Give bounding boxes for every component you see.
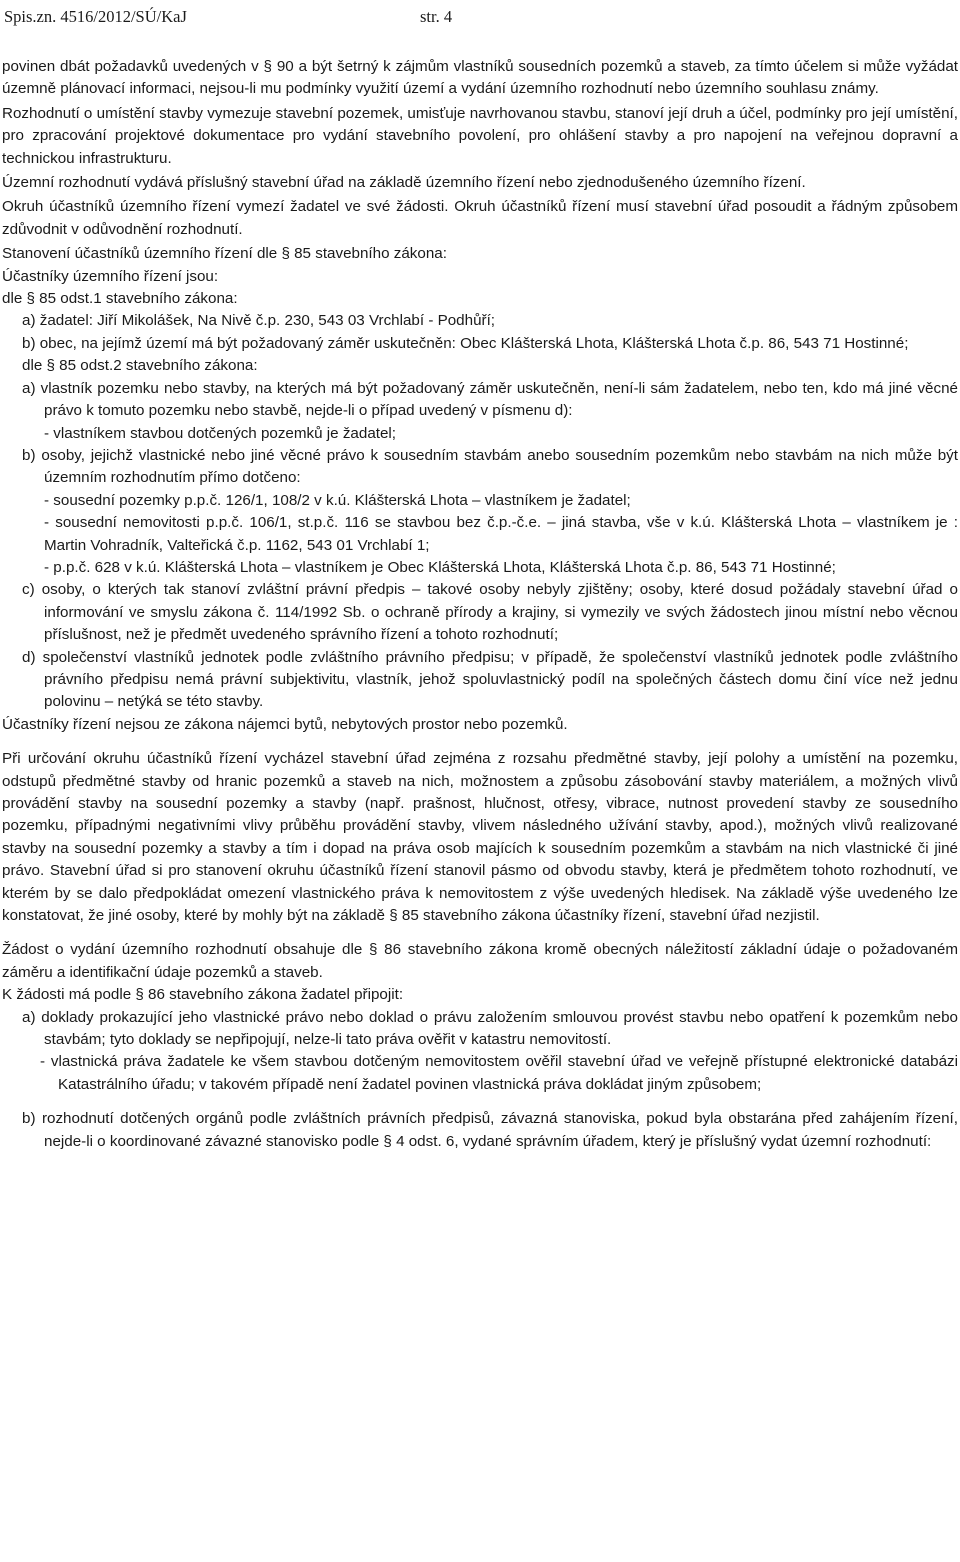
list-subitem: - sousední pozemky p.p.č. 126/1, 108/2 v k.ú. Klášterská Lhota – vlastníkem je žadatel; bbox=[44, 491, 631, 509]
file-reference: Spis.zn. 4516/2012/SÚ/KaJ bbox=[4, 7, 187, 26]
list-subitem: - p.p.č. 628 v k.ú. Klášterská Lhota – vlastníkem je Obec Klášterská Lhota, Klášterská Lhota č.p. 86, 543 71 Hostinné; bbox=[44, 558, 836, 576]
list-subitem: - vlastníkem stavbou dotčených pozemků je žadatel; bbox=[44, 424, 397, 442]
paragraph: Okruh účastníků územního řízení vymezí žadatel ve své žádosti. Okruh účastníků řízení musí stavební úřad posoudit a řádným způsobem zdůvodnit v odůvodnění rozhodnutí. bbox=[2, 198, 958, 238]
list-subitem: - vlastnická práva žadatele ke všem stavbou dotčeným nemovitostem ověřil stavební úřad ve veřejně přístupné elektronické databázi Katastrálního úřadu; v takovém případě není žadatel povinen vlastnická práva dokládat jiným způsobem; bbox=[40, 1053, 958, 1093]
list-item: a) žadatel: Jiří Mikolášek, Na Nivě č.p. 230, 543 03 Vrchlabí - Podhůří; bbox=[22, 312, 496, 330]
list-item: b) osoby, jejichž vlastnické nebo jiné věcné právo k sousedním stavbám anebo sousedním pozemkům nebo stavbám na nich může být územním rozhodnutím přímo dotčeno: bbox=[22, 446, 958, 487]
paragraph: dle § 85 odst.2 stavebního zákona: bbox=[22, 357, 258, 375]
paragraph: Územní rozhodnutí vydává příslušný stavební úřad na základě územního řízení nebo zjednodušeného územního řízení. bbox=[2, 174, 806, 192]
paragraph: K žádosti má podle § 86 stavebního zákona žadatel připojit: bbox=[2, 986, 404, 1004]
paragraph: dle § 85 odst.1 stavebního zákona: bbox=[2, 290, 238, 308]
list-item: b) rozhodnutí dotčených orgánů podle zvláštních právních předpisů, závazná stanoviska, pokud byla obstarána před zahájením řízení, nejde-li o koordinované závazné stanovisko podle § 4 odst. 6, vydané správním úřadem, který je příslušný vydat územní rozhodnutí: bbox=[22, 1110, 958, 1150]
paragraph: Účastníky územního řízení jsou: bbox=[2, 267, 219, 285]
list-item: b) obec, na jejímž území má být požadovaný záměr uskutečněn: Obec Klášterská Lhota, Klášterská Lhota č.p. 86, 543 71 Hostinné; bbox=[22, 334, 909, 352]
list-subitem: - sousední nemovitosti p.p.č. 106/1, st.p.č. 116 se stavbou bez č.p.-č.e. – jiná stavba, vše v k.ú. Klášterská Lhota – vlastníkem je : Martin Vohradník, Valteřická č.p. 1162, 543 01 Vrchlabí 1; bbox=[44, 514, 958, 554]
page-header bbox=[2, 2, 942, 28]
list-item: d) společenství vlastníků jednotek podle zvláštního právního předpisu; v případě, že společenství vlastníků jednotek podle zvláštního právního předpisu nemá právní subjektivitu, vlastník, jehož spoluvlastnický podíl na společných částech domu činí více než jednu polovinu – netýká se této stavby. bbox=[22, 648, 958, 711]
section-heading: Stanovení účastníků územního řízení dle § 85 stavebního zákona: bbox=[2, 245, 447, 263]
list-item: c) osoby, o kterých tak stanoví zvláštní právní předpis – takové osoby nebyly zjištěny; osoby, které dosud požádaly stavební úřad o informování ve smyslu zákona č. 114/1992 Sb. o ochraně přírody a krajiny, si vymezily ve svých žádostech jinou místní nebo věcnou příslušnost, než je předmět uvedeného správního řízení a tohoto rozhodnutí; bbox=[22, 581, 958, 644]
paragraph: Při určování okruhu účastníků řízení vycházel stavební úřad zejména z rozsahu předmětné stavby, její polohy a umístění na pozemku, odstupů předmětné stavby od hranic pozemků a staveb na nich, možnostem a způsobu zásobování stavby materiálem, a možných vlivů provádění stavby na sousední pozemky a stavby (např. prašnost, hlučnost, otřesy, vibrace, nutnost provedení stavby ze sousedního pozemku, případnými negativními vlivy průběhu provádění stavby, vlivem následného užívání stavby, apod.), možných vlivů realizované stavby na sousední pozemky a stavby a tím i dopad na práva osob majících k sousedním pozemkům a stavbám na nich vlastnické či jiné právo. Stavební úřad si pro stanovení okruhu účastníků řízení stanovil pásmo od obvodu stavby, která je předmětem tohoto rozhodnutí, ve kterém by se dalo předpokládat omezení vlastnického práva k nemovitostem z výše uvedených hledisek. Na základě výše uvedeného lze konstatovat, že jiné osoby, které by mohly být na základě § 85 stavebního zákona účastníky řízení, stavební úřad nezjistil. bbox=[2, 750, 958, 925]
document-body bbox=[2, 56, 958, 1153]
list-item: a) vlastník pozemku nebo stavby, na kterých má být požadovaný záměr uskutečněn, není-li sám žadatelem, nebo ten, kdo má jiné věcné právo k tomuto pozemku nebo stavbě, nejde-li o případ uvedený v písmenu d): bbox=[22, 379, 958, 420]
paragraph: povinen dbát požadavků uvedených v § 90 a být šetrný k zájmům vlastníků sousedních pozemků a staveb, za tímto účelem si může vyžádat územně plánovací informaci, nejsou-li mu podmínky využití území a vydání územního rozhodnutí nebo územního souhlasu známy. bbox=[2, 58, 958, 98]
paragraph: Účastníky řízení nejsou ze zákona nájemci bytů, nebytových prostor nebo pozemků. bbox=[2, 715, 568, 733]
paragraph: Žádost o vydání územního rozhodnutí obsahuje dle § 86 stavebního zákona kromě obecných náležitostí základní údaje o požadovaném záměru a identifikační údaje pozemků a staveb. bbox=[2, 941, 958, 981]
list-item: a) doklady prokazující jeho vlastnické právo nebo doklad o právu založením smlouvou provést stavbu nebo opatření k pozemkům nebo stavbám; tyto doklady se nepřipojují, nelze-li tato práva ověřit v katastru nemovitostí. bbox=[22, 1008, 958, 1049]
paragraph: Rozhodnutí o umístění stavby vymezuje stavební pozemek, umisťuje navrhovanou stavbu, stanoví její druh a účel, podmínky pro její umístění, pro zpracování projektové dokumentace pro vydání stavebního povolení, pro ohlášení stavby a pro napojení na veřejnou dopravní a technickou infrastrukturu. bbox=[2, 104, 958, 167]
page-number: str. 4 bbox=[420, 7, 453, 26]
